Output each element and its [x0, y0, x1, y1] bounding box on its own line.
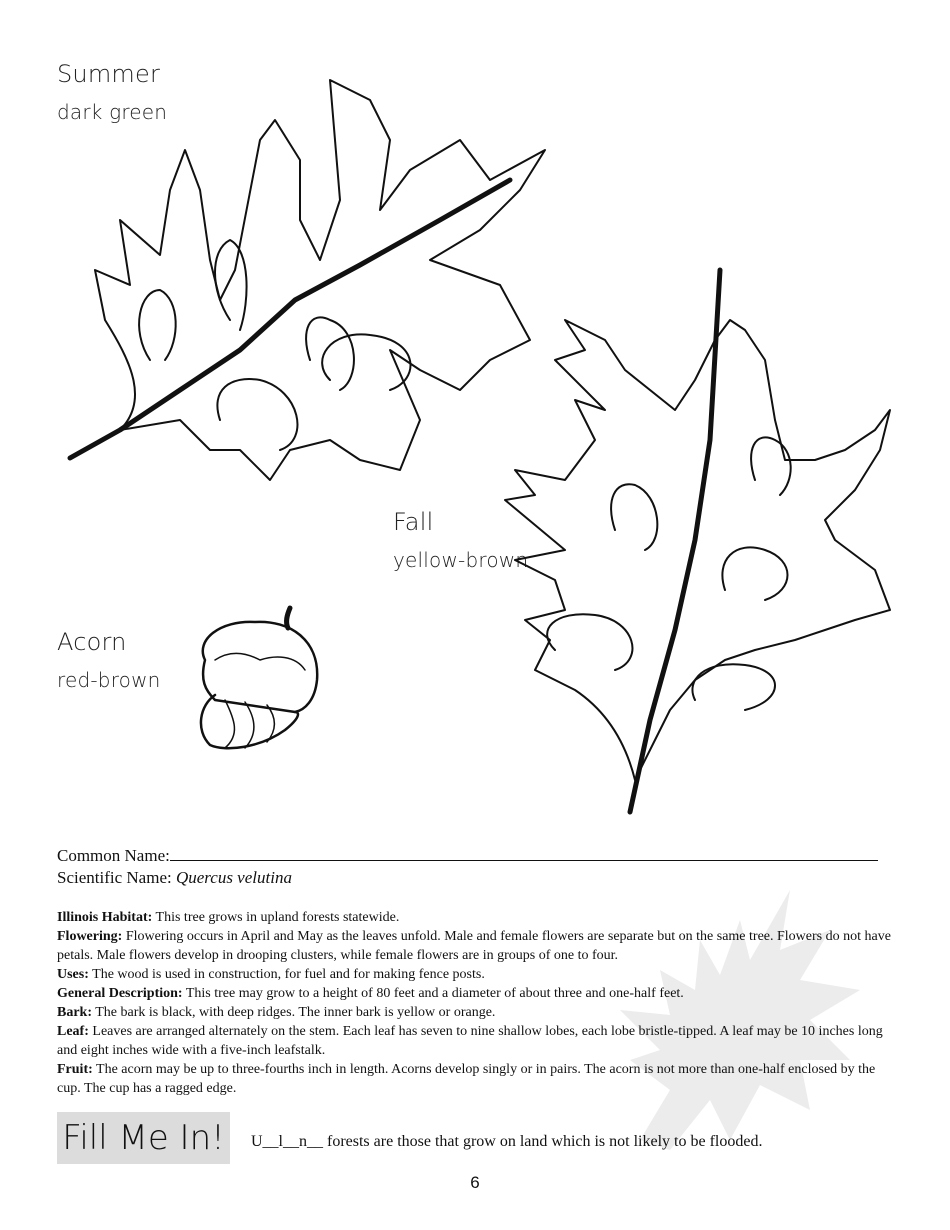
tree-description [57, 908, 897, 1098]
habitat-paragraph: Illinois Habitat: This tree grows in upland forests statewide. [57, 910, 400, 925]
scientific-name-value: Quercus velutina [175, 868, 292, 887]
fall-color-label: yellow-brown [393, 548, 529, 572]
general-description-paragraph: General Description: This tree may grow to a height of 80 feet and a diameter of about three and one-half feet. [57, 986, 684, 1001]
acorn-color-label: red-brown [57, 668, 161, 692]
fill-in-question[interactable]: U__l__n__ forests are those that grow on land which is not likely to be flooded. [251, 1133, 763, 1150]
summer-label: Summer [57, 60, 161, 88]
bark-paragraph: Bark: The bark is black, with deep ridges. The inner bark is yellow or orange. [57, 1005, 496, 1020]
fall-leaf-illustration [495, 260, 905, 820]
fall-label: Fall [393, 508, 434, 536]
fill-me-in-badge: Fill Me In! [57, 1112, 230, 1164]
page-number: 6 [470, 1173, 480, 1192]
flowering-paragraph: Flowering: Flowering occurs in April and May as the leaves unfold. Male and female flowers are separate but on the same tree. Flowers do not have petals. Male flowers develop in drooping clusters, while female flowers are in groups of one to four. [57, 929, 891, 963]
summer-color-label: dark green [57, 100, 168, 124]
scientific-name-label: Scientific Name: [57, 868, 172, 887]
fruit-paragraph: Fruit: The acorn may be up to three-fourths inch in length. Acorns develop singly or in pairs. The acorn is not more than one-half enclosed by the cup. The cup has a ragged edge. [57, 1062, 876, 1096]
acorn-illustration [185, 600, 335, 755]
common-name-label: Common Name: [57, 846, 170, 865]
summer-leaf-illustration [60, 60, 560, 500]
acorn-label: Acorn [57, 628, 127, 656]
tree-names [57, 845, 878, 889]
common-name-blank[interactable] [170, 846, 878, 861]
uses-paragraph: Uses: The wood is used in construction, for fuel and for making fence posts. [57, 967, 485, 982]
leaf-paragraph: Leaf: Leaves are arranged alternately on the stem. Each leaf has seven to nine shallow lobes, each lobe bristle-tipped. A leaf may be 10 inches long and eight inches wide with a five-inch leafstalk. [57, 1024, 883, 1058]
